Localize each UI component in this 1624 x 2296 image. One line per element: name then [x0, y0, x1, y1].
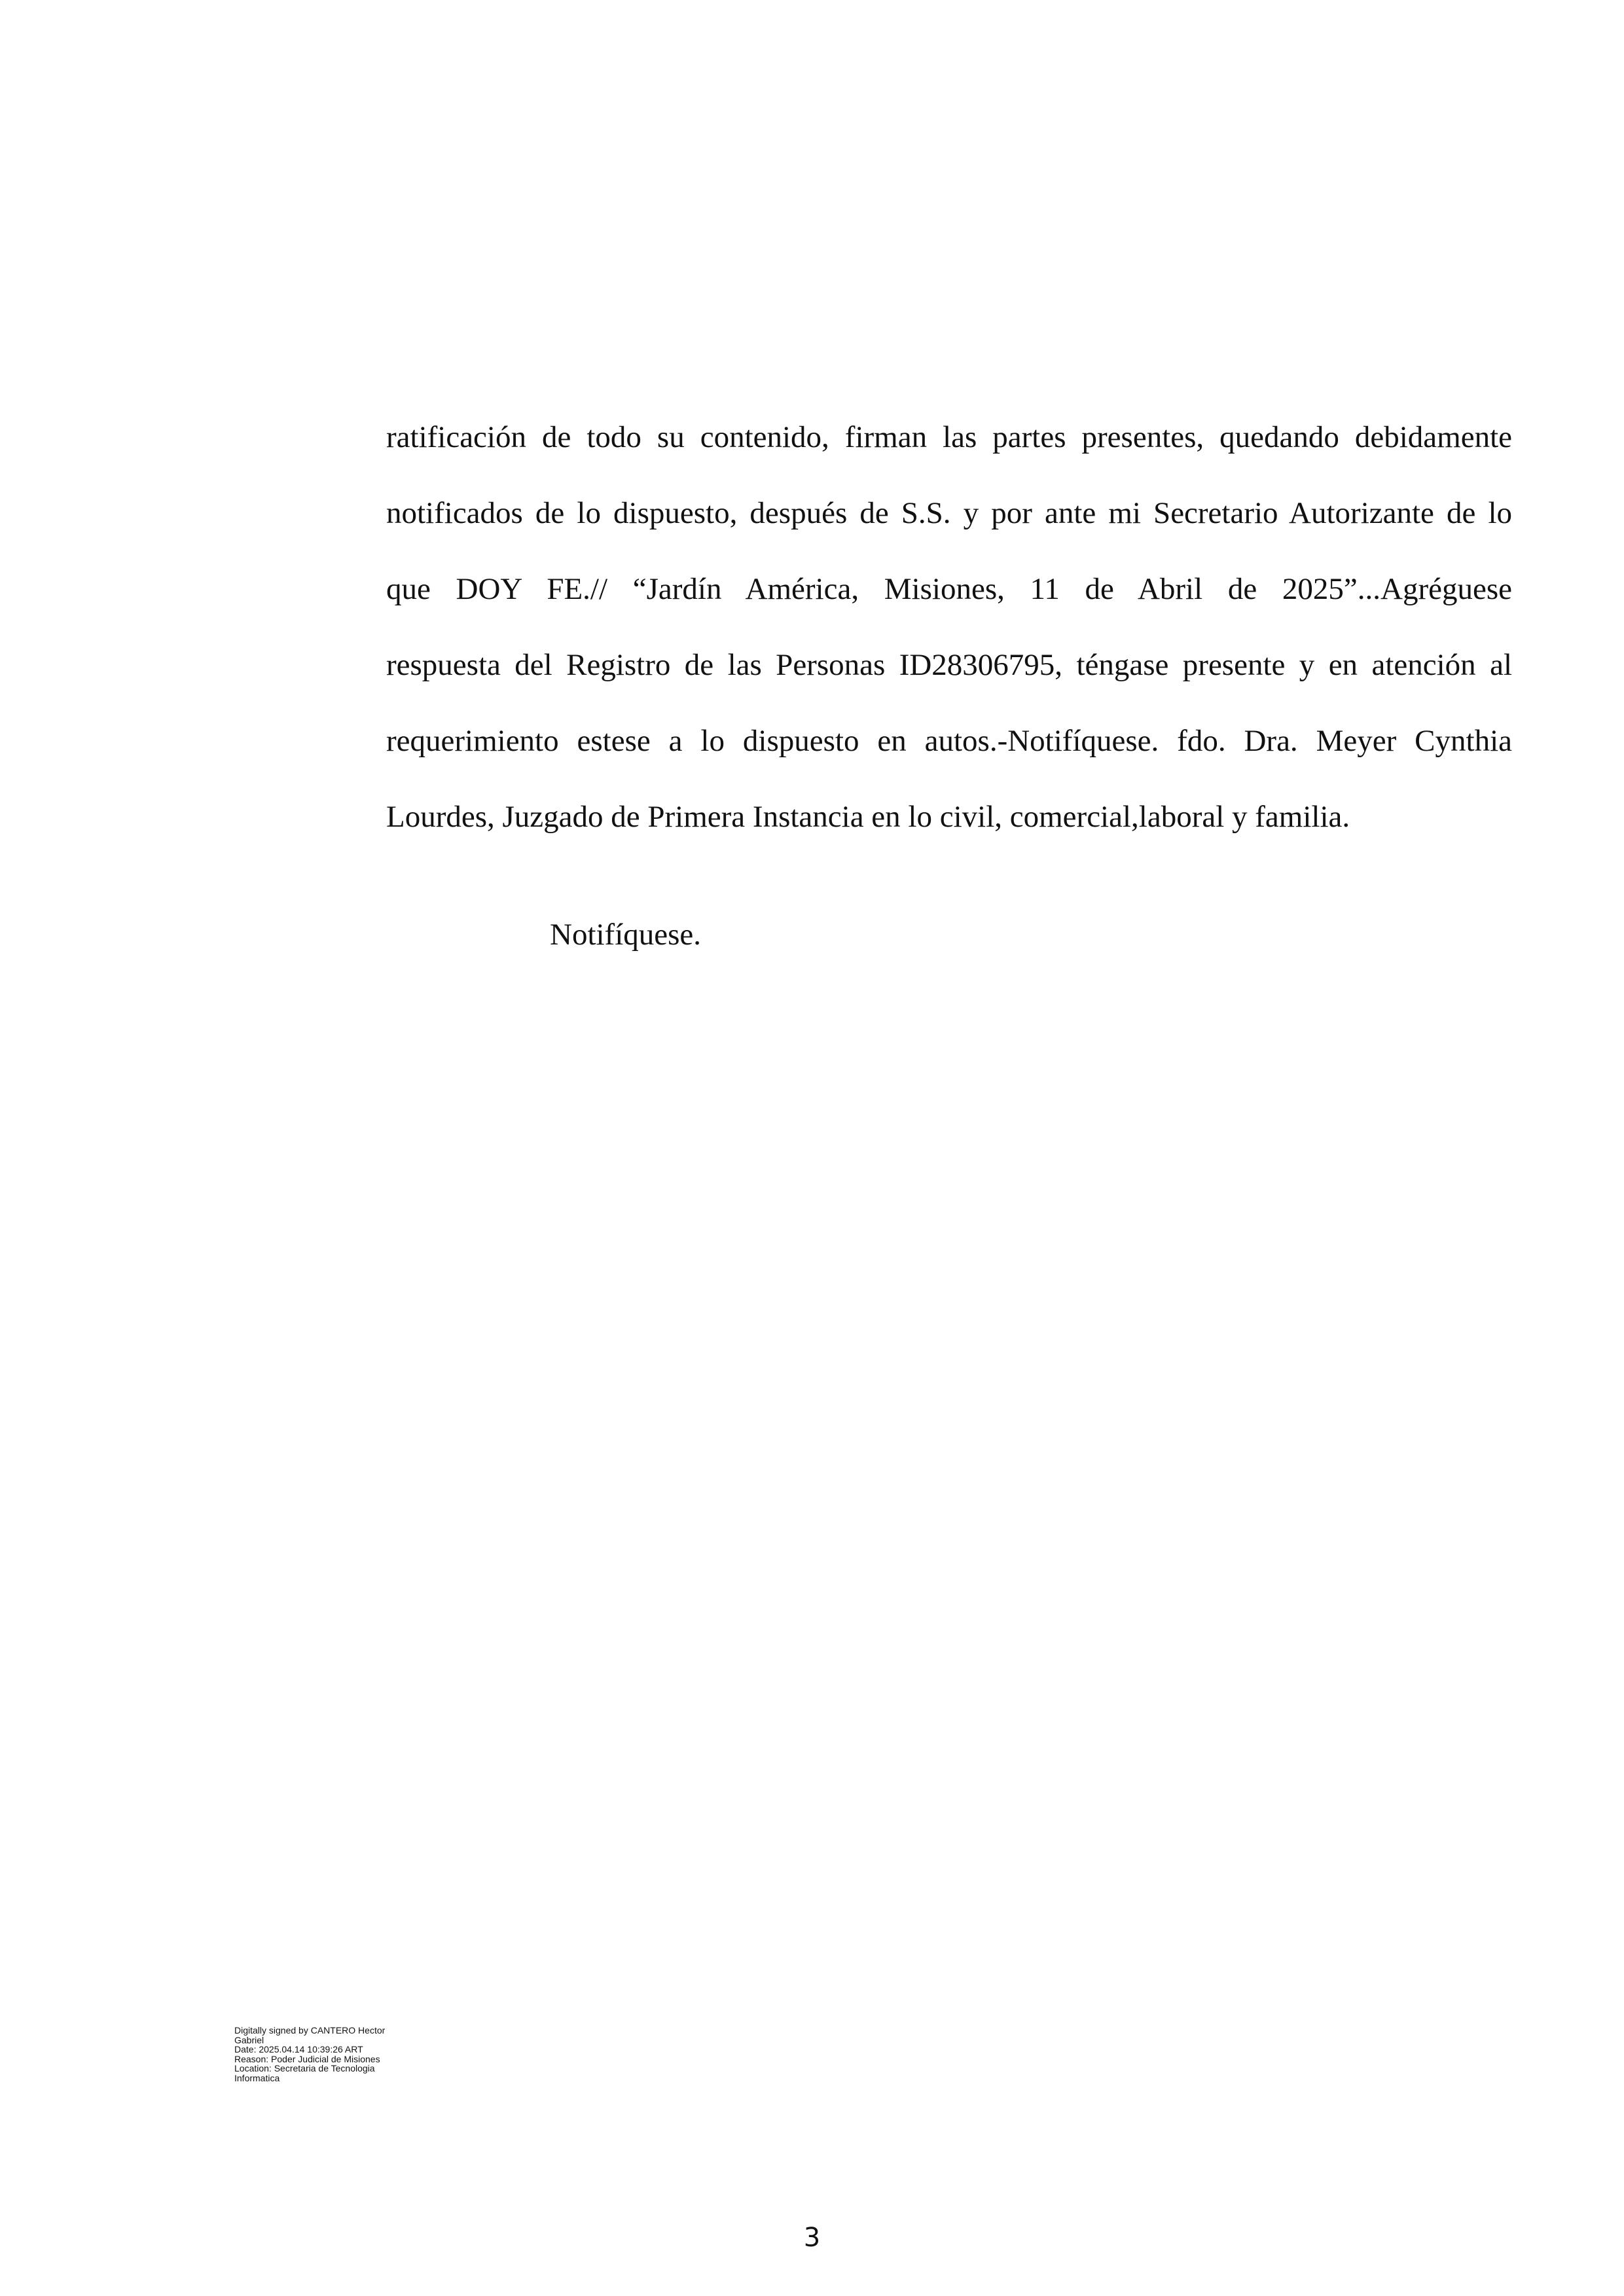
- body-line: ratificación de todo su contenido, firman las partes presentes, quedando debidamente: [386, 420, 1512, 454]
- closing-notice: Notifíquese.: [550, 918, 702, 952]
- signature-line: Location: Secretaria de Tecnologia: [234, 2063, 375, 2073]
- signature-line: Digitally signed by CANTERO Hector: [234, 2025, 386, 2036]
- body-line: notificados de lo dispuesto, después de S.S. y por ante mi Secretario Autorizante de lo: [386, 496, 1512, 530]
- body-line: requerimiento estese a lo dispuesto en autos.-Notifíquese. fdo. Dra. Meyer Cynthia: [386, 724, 1512, 758]
- body-line: respuesta del Registro de las Personas ID28306795, téngase presente y en atención al: [386, 648, 1512, 682]
- body-line: Lourdes, Juzgado de Primera Instancia en lo civil, comercial,laboral y familia.: [386, 800, 1350, 834]
- digital-signature-block: [234, 2026, 444, 2083]
- signature-line: Date: 2025.04.14 10:39:26 ART: [234, 2044, 363, 2054]
- signature-line: Reason: Poder Judicial de Misiones: [234, 2053, 380, 2064]
- body-line: que DOY FE.// “Jardín América, Misiones, 11 de Abril de 2025”...Agréguese: [386, 572, 1512, 606]
- document-body: [386, 399, 1512, 855]
- page-number: 3: [803, 2223, 821, 2253]
- signature-line: Gabriel: [234, 2034, 264, 2045]
- signature-line: Informatica: [234, 2072, 280, 2083]
